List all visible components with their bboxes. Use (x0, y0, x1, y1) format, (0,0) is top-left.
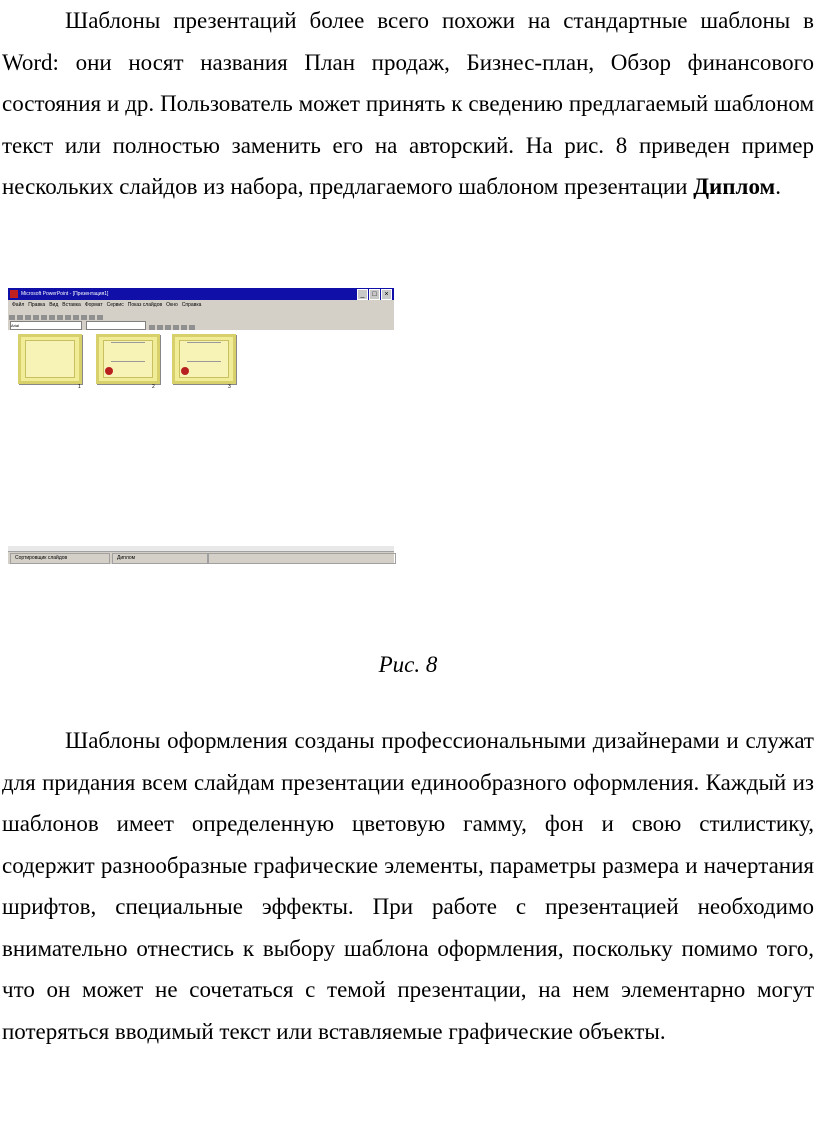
seal-icon (181, 367, 189, 375)
status-view-mode: Сортировщик слайдов (10, 553, 110, 564)
font-combo[interactable]: Arial (10, 321, 82, 330)
powerpoint-screenshot-figure (8, 288, 394, 564)
paragraph-intro-text: Шаблоны презентаций более всего похожи на стандартные шаблоны в Word: они носят названия План продаж, Бизнес-план, Обзор финансового состояния и др. Пользователь может принять к сведению предлагаемый шаблоном текст или полностью заменить его на авторский. На рис. 8 приведен пример нескольких слайдов из набора, предлагаемого шаблоном презентации (2, 8, 814, 199)
maximize-icon[interactable]: □ (369, 289, 380, 300)
menu-view[interactable]: Вид (49, 302, 59, 308)
figure-caption: Рис. 8 (378, 652, 438, 677)
menu-help[interactable]: Справка (181, 302, 202, 308)
status-bar (8, 546, 394, 564)
powerpoint-app-icon (10, 290, 18, 298)
slide-frame (25, 340, 75, 378)
menu-slideshow[interactable]: Показ слайдов (127, 302, 163, 308)
seal-icon (105, 367, 113, 375)
menu-bar (8, 300, 394, 310)
slide-number: 2 (152, 384, 155, 390)
menu-edit[interactable]: Правка (28, 302, 46, 308)
close-icon[interactable]: × (381, 289, 392, 300)
menu-format[interactable]: Формат (84, 302, 103, 308)
menu-file[interactable]: Файл (12, 302, 25, 308)
slide-number: 1 (78, 384, 81, 390)
menu-tools[interactable]: Сервис (106, 302, 124, 308)
minimize-icon[interactable]: _ (357, 289, 368, 300)
paragraph-design-templates: Шаблоны оформления созданы профессиональными дизайнерами и служат для придания всем слайдам презентации единообразного оформления. Каждый из шаблонов имеет определенную цветовую гамму, фон и свою стилистику, содержит разнообразные графические элементы, параметры размера и начертания шрифтов, специальные эффекты. При работе с презентацией необходимо внимательно отнестись к выбору шаблона оформления, поскольку помимо того, что он может не сочетаться с темой презентации, на нем элементарно могут потеряться вводимый текст или вставляемые графические объекты. (2, 728, 814, 1044)
text-lines (111, 342, 145, 362)
size-combo[interactable] (86, 321, 146, 330)
window-titlebar (8, 288, 394, 300)
horizontal-scrollbar[interactable] (8, 546, 394, 552)
paragraph-intro (2, 0, 814, 208)
slide-thumbnail-1[interactable] (18, 334, 82, 384)
paragraph-intro-end: . (775, 174, 781, 199)
menu-window[interactable]: Окно (166, 302, 178, 308)
formatting-toolbar (8, 320, 394, 330)
standard-toolbar (8, 310, 394, 320)
text-lines (187, 342, 221, 362)
status-empty (208, 553, 396, 564)
slide-thumbnail-3[interactable] (172, 334, 236, 384)
window-title: Microsoft PowerPoint - [Презентация1] (21, 291, 109, 297)
status-design-name: Диплом (112, 553, 208, 564)
slide-number: 3 (228, 384, 231, 390)
slide-sorter-area (8, 330, 394, 546)
menu-insert[interactable]: Вставка (62, 302, 81, 308)
template-name-bold: Диплом (693, 174, 776, 199)
slide-thumbnail-2[interactable] (96, 334, 160, 384)
